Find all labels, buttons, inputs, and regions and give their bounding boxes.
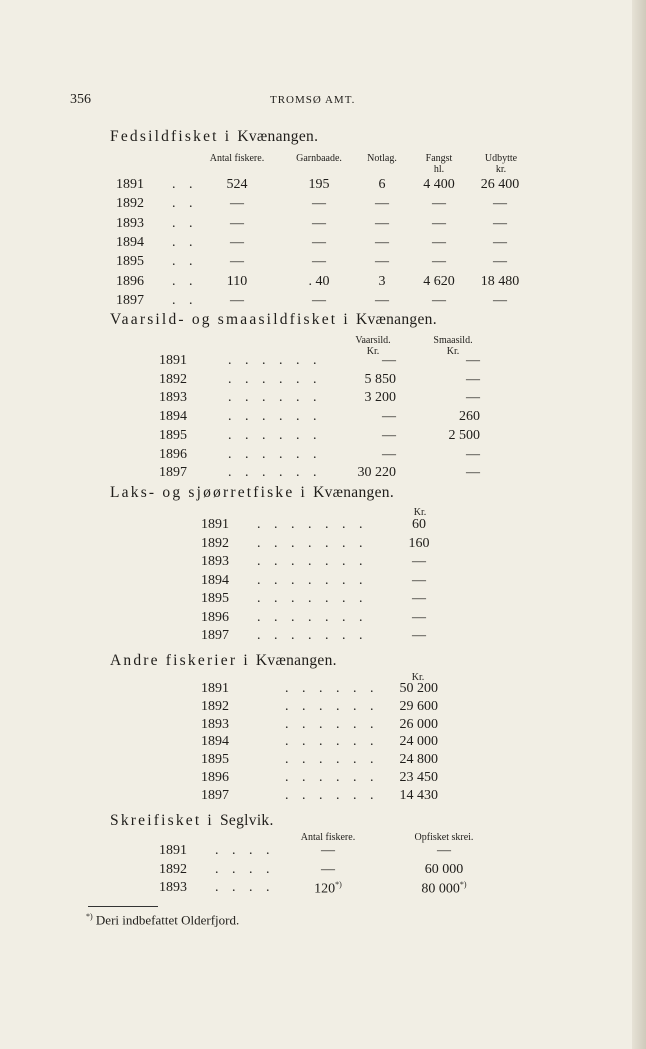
andre-dots: . . . . . .: [285, 770, 379, 785]
fedsild-col-label: Udbytte: [484, 153, 518, 164]
fedsild-title-lead: Fedsildfisket i: [110, 128, 232, 145]
laks-year: 1891: [201, 517, 229, 532]
vaarsild-value: 3 200: [364, 390, 396, 406]
andre-year: 1891: [201, 681, 229, 696]
footnote-text: Deri indbefattet Olderfjord.: [95, 912, 240, 928]
fedsild-value: —: [375, 234, 389, 250]
fedsild-col-label: Garnbaade.: [296, 153, 342, 164]
fedsild-value: —: [230, 196, 244, 212]
laks-year: 1892: [201, 535, 229, 551]
fedsild-col-header: [197, 153, 277, 164]
vaarsild-year: 1892: [159, 371, 187, 387]
fedsild-value: —: [375, 215, 389, 231]
fedsild-value: 4 620: [423, 273, 455, 289]
vaarsild-dots: . . . . . .: [228, 427, 322, 443]
laks-value: 160: [408, 535, 430, 551]
vaarsild-title-tail: Kvænangen.: [355, 311, 437, 328]
running-title: TROMSØ AMT.: [270, 94, 356, 106]
skrei-year: 1892: [159, 861, 187, 877]
laks-title: [110, 484, 394, 502]
fedsild-value: —: [312, 215, 326, 231]
fedsild-value: 4 400: [423, 177, 455, 192]
fedsild-year: 1897: [116, 292, 144, 308]
vaarsild-value: 2 500: [448, 427, 480, 443]
skrei-value: 60 000: [424, 861, 464, 877]
fedsild-col-label: Fangst: [425, 153, 453, 164]
laks-value: 60: [412, 517, 426, 532]
skrei-col-header: Antal fiskere.: [300, 832, 356, 843]
laks-unit: Kr.: [413, 507, 427, 518]
vaarsild-year: 1896: [159, 446, 187, 462]
fedsild-value: 195: [308, 177, 330, 192]
skrei-value: —: [321, 861, 335, 877]
fedsild-dots: . .: [172, 292, 198, 308]
vaarsild-dots: . . . . . .: [228, 409, 322, 425]
laks-title-tail: Kvænangen.: [313, 484, 394, 501]
fedsild-dots: . .: [172, 254, 198, 270]
fedsild-dots: . .: [172, 234, 198, 250]
fedsild-value: —: [312, 292, 326, 308]
laks-dots: . . . . . . .: [257, 535, 368, 551]
laks-title-lead: Laks- og sjøørretfiske i: [110, 484, 307, 501]
vaarsild-col-unit: Kr.: [366, 346, 380, 357]
andre-value: 14 430: [399, 787, 438, 803]
fedsild-value: —: [432, 215, 446, 231]
fedsild-value: —: [432, 196, 446, 212]
fedsild-dots: . .: [172, 196, 198, 212]
andre-value: 50 200: [399, 681, 438, 696]
fedsild-col-label: Antal fiskere.: [209, 153, 265, 164]
andre-value: 29 600: [399, 698, 438, 714]
fedsild-value: —: [375, 292, 389, 308]
fedsild-value: 110: [226, 273, 248, 289]
vaarsild-title-lead: Vaarsild- og smaasildfisket i: [110, 311, 350, 328]
fedsild-value: —: [230, 215, 244, 231]
fedsild-value: —: [493, 196, 507, 212]
fedsild-dots: . .: [172, 215, 198, 231]
fedsild-value: —: [230, 254, 244, 270]
vaarsild-year: 1897: [159, 465, 187, 481]
fedsild-value: —: [230, 292, 244, 308]
laks-value: —: [412, 628, 426, 643]
fedsild-year: 1892: [116, 196, 144, 212]
fedsild-year: 1891: [116, 177, 144, 192]
vaarsild-value: —: [466, 446, 480, 462]
vaarsild-dots: . . . . . .: [228, 353, 322, 368]
andre-dots: . . . . . .: [285, 752, 379, 768]
fedsild-value: —: [432, 234, 446, 250]
fedsild-value: —: [312, 254, 326, 270]
vaarsild-dots: . . . . . .: [228, 465, 322, 481]
fedsild-col-unit: hl.: [433, 164, 445, 175]
laks-year: 1895: [201, 591, 229, 606]
andre-title: [110, 652, 337, 670]
andre-dots: . . . . . .: [285, 734, 379, 750]
fedsild-value: —: [432, 254, 446, 270]
laks-value: —: [412, 609, 426, 625]
fedsild-col-header: [283, 153, 355, 164]
skrei-year: 1891: [159, 843, 187, 858]
vaarsild-value: —: [466, 371, 480, 387]
skrei-dots: . . . .: [215, 880, 275, 895]
fedsild-value: —: [493, 292, 507, 308]
fedsild-year: 1894: [116, 234, 144, 250]
andre-year: 1894: [201, 734, 229, 750]
vaarsild-col-unit: Kr.: [446, 346, 460, 357]
skrei-col-header: Opfisket skrei.: [414, 832, 474, 843]
fedsild-col-label: Notlag.: [367, 153, 397, 164]
footnote-mark: *): [86, 912, 93, 921]
vaarsild-value: —: [382, 446, 396, 462]
andre-year: 1892: [201, 698, 229, 714]
fedsild-value: —: [375, 196, 389, 212]
vaarsild-year: 1893: [159, 390, 187, 406]
footnote-marker: *): [335, 880, 342, 889]
vaarsild-value: 5 850: [364, 371, 396, 387]
vaarsild-title: [110, 311, 437, 329]
laks-year: 1894: [201, 572, 229, 588]
fedsild-value: —: [493, 254, 507, 270]
fedsild-value: —: [493, 234, 507, 250]
skrei-title-tail: Seglvik.: [220, 812, 274, 829]
footnote-rule: [88, 906, 158, 907]
andre-unit: Kr.: [411, 672, 425, 683]
vaarsild-value: —: [382, 353, 396, 368]
fedsild-value: —: [432, 292, 446, 308]
andre-year: 1896: [201, 770, 229, 785]
fedsild-col-unit: kr.: [495, 164, 507, 175]
skrei-dots: . . . .: [215, 861, 275, 877]
vaarsild-value: —: [382, 427, 396, 443]
vaarsild-dots: . . . . . .: [228, 390, 322, 406]
skrei-title-lead: Skreifisket i: [110, 812, 214, 829]
vaarsild-value: —: [466, 390, 480, 406]
skrei-value: 120*): [314, 880, 342, 897]
fedsild-year: 1896: [116, 273, 144, 289]
fedsild-value: —: [230, 234, 244, 250]
fedsild-value: . 40: [308, 273, 330, 289]
andre-dots: . . . . . .: [285, 716, 379, 732]
fedsild-value: —: [375, 254, 389, 270]
vaarsild-col-label: Vaarsild.: [355, 335, 391, 346]
fedsild-value: —: [493, 215, 507, 231]
laks-dots: . . . . . . .: [257, 554, 368, 569]
andre-value: 23 450: [399, 770, 438, 785]
fedsild-year: 1895: [116, 254, 144, 270]
fedsild-value: 524: [226, 177, 248, 192]
fedsild-value: 6: [378, 177, 386, 192]
skrei-value: —: [321, 843, 335, 858]
laks-dots: . . . . . . .: [257, 591, 368, 606]
andre-value: 26 000: [399, 716, 438, 732]
andre-value: 24 800: [399, 752, 438, 768]
andre-year: 1893: [201, 716, 229, 732]
vaarsild-year: 1891: [159, 353, 187, 368]
vaarsild-value: —: [466, 353, 480, 368]
page-number: 356: [70, 92, 91, 107]
fedsild-value: 3: [378, 273, 386, 289]
fedsild-col-header: [410, 153, 468, 175]
footnote-marker: *): [459, 880, 467, 889]
vaarsild-dots: . . . . . .: [228, 446, 322, 462]
skrei-value: —: [437, 843, 451, 858]
laks-year: 1896: [201, 609, 229, 625]
fedsild-col-header: [472, 153, 530, 175]
andre-title-tail: Kvænangen.: [255, 652, 337, 669]
fedsild-col-header: [356, 153, 408, 164]
fedsild-dots: . .: [172, 273, 198, 289]
vaarsild-year: 1895: [159, 427, 187, 443]
vaarsild-value: —: [382, 409, 396, 425]
fedsild-value: —: [312, 234, 326, 250]
andre-year: 1897: [201, 787, 229, 803]
andre-dots: . . . . . .: [285, 698, 379, 714]
laks-dots: . . . . . . .: [257, 628, 368, 643]
laks-dots: . . . . . . .: [257, 609, 368, 625]
fedsild-value: 26 400: [480, 177, 520, 192]
laks-value: —: [412, 554, 426, 569]
andre-dots: . . . . . .: [285, 681, 379, 696]
andre-dots: . . . . . .: [285, 787, 379, 803]
footnote: [86, 912, 239, 928]
fedsild-title-tail: Kvænangen.: [237, 128, 319, 145]
fedsild-title: [110, 128, 318, 146]
page-edge: [632, 0, 646, 1049]
vaarsild-col-label: Smaasild.: [433, 335, 473, 346]
laks-year: 1897: [201, 628, 229, 643]
fedsild-dots: . .: [172, 177, 198, 192]
vaarsild-value: 260: [459, 409, 480, 425]
laks-year: 1893: [201, 554, 229, 569]
fedsild-value: 18 480: [480, 273, 520, 289]
vaarsild-value: —: [466, 465, 480, 481]
andre-year: 1895: [201, 752, 229, 768]
skrei-dots: . . . .: [215, 843, 275, 858]
fedsild-year: 1893: [116, 215, 144, 231]
laks-dots: . . . . . . .: [257, 517, 368, 532]
skrei-year: 1893: [159, 880, 187, 895]
skrei-value: 80 000*): [421, 880, 467, 897]
vaarsild-year: 1894: [159, 409, 187, 425]
andre-value: 24 000: [399, 734, 438, 750]
skrei-title: [110, 812, 274, 830]
laks-dots: . . . . . . .: [257, 572, 368, 588]
laks-value: —: [412, 591, 426, 606]
andre-title-lead: Andre fiskerier i: [110, 652, 250, 669]
vaarsild-dots: . . . . . .: [228, 371, 322, 387]
laks-value: —: [412, 572, 426, 588]
fedsild-value: —: [312, 196, 326, 212]
vaarsild-value: 30 220: [357, 465, 396, 481]
